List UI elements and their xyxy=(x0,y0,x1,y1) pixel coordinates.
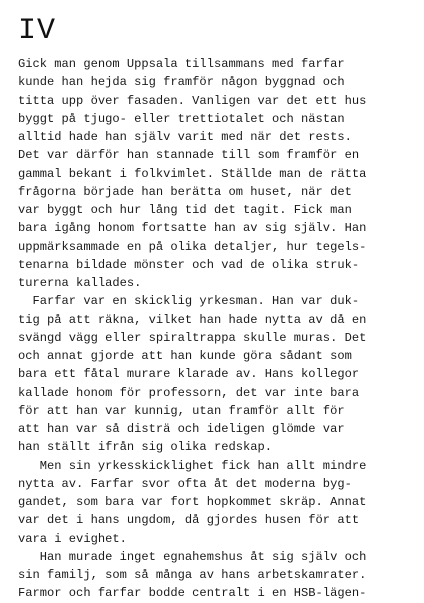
text-line: byggt på tjugo- eller trettiotalet och nästan xyxy=(18,111,345,126)
text-line: uppmärksammade en på olika detaljer, hur tegels- xyxy=(18,239,367,254)
text-line: tenarna bildade mönster och vad de olika struk- xyxy=(18,257,360,272)
text-line: Farmor och farfar bodde centralt i en HSB-lägen- xyxy=(18,586,367,601)
text-line: bara ett fåtal murare klarade av. Hans kollegor xyxy=(18,367,360,382)
text-line: Det var därför han stannade till som framför en xyxy=(18,148,360,163)
text-line: Han murade inget egnahemshus åt sig själv och xyxy=(18,549,367,564)
chapter-heading: IV xyxy=(18,14,57,48)
text-line: Men sin yrkesskicklighet fick han allt mindre xyxy=(18,458,367,473)
text-line: Farfar var en skicklig yrkesman. Han var duk- xyxy=(18,294,360,309)
text-line: gandet, som bara var fort hopkommet skräp. Annat xyxy=(18,495,367,509)
text-line: var byggt och hur lång tid det tagit. Fick man xyxy=(18,203,352,217)
text-line: nytta av. Farfar svor ofta åt det moderna byg- xyxy=(18,476,352,491)
text-line: titta upp över fasaden. Vanligen var det ett hus xyxy=(18,93,367,108)
text-line: svängd vägg eller spiraltrappa skulle muras. Det xyxy=(18,330,367,345)
text-line: gammal bekant i folkvimlet. Ställde man de rätta xyxy=(18,166,367,181)
text-line: vara i evighet. xyxy=(18,531,127,546)
text-line: frågorna började han berätta om huset, när det xyxy=(18,184,352,199)
text-line: Gick man genom Uppsala tillsammans med farfar xyxy=(18,57,345,71)
text-line: för att han var kunnig, utan framför allt för xyxy=(18,403,345,418)
text-line: han ställt ifrån sig olika redskap. xyxy=(18,440,273,455)
text-line: och annat gjorde att han kunde göra sådant som xyxy=(18,349,352,363)
chapter-body-text xyxy=(18,55,418,603)
text-line: att han var så disträ och ideligen glömde var xyxy=(18,422,345,436)
text-line: tig på att räkna, vilket han hade nytta av då en xyxy=(18,312,367,327)
text-line: kallade honom för professorn, det var inte bara xyxy=(18,385,360,400)
text-line: alltid hade han själv varit med när det rests. xyxy=(18,130,352,144)
text-line: sin familj, som så många av hans arbetskamrater. xyxy=(18,568,367,582)
text-line: turerna kallades. xyxy=(18,276,142,290)
text-line: var det i hans ungdom, då gjordes husen för att xyxy=(18,513,360,528)
text-line: bara igång honom fortsatte han av sig själv. Han xyxy=(18,221,367,236)
text-line: kunde han hejda sig framför någon byggnad och xyxy=(18,75,345,90)
